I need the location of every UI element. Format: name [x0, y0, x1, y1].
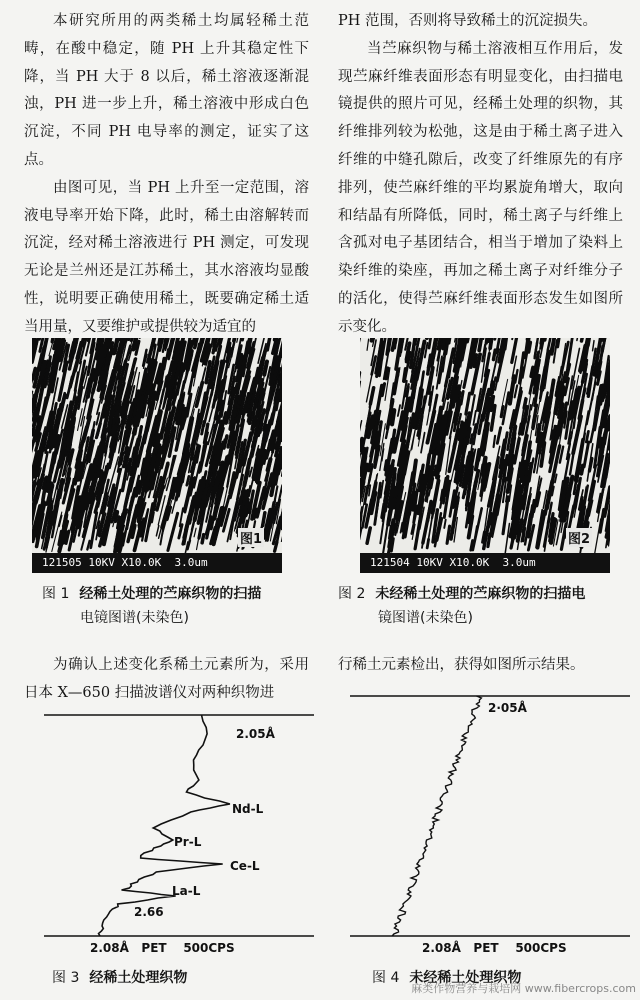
figure-3-top-label: 2.05Å — [236, 727, 275, 741]
bottom-left-paragraph: 为确认上述变化系稀土元素所为，采用日本 X—650 扫描波谱仪对两种织物进 — [24, 657, 309, 701]
figure-1-caption — [42, 582, 312, 630]
sem-texture-1 — [32, 338, 282, 553]
figure-4-number: 图 4 — [372, 970, 400, 986]
figure-2-number: 图 2 — [338, 586, 366, 602]
left-paragraph-2: 由图可见，当 PH 上升至一定范围，溶液电导率开始下降，此时，稀土由溶解转而沉淀，经对稀土溶液进行 PH 测定，可发现无论是兰州还是江苏稀土，其水溶液均显酸性，说明要正确使用稀土，既要确定稀土适当用量，又要维护或提供较为适宜的 — [24, 179, 309, 335]
peak-label-pr: Pr-L — [174, 835, 202, 849]
figure-4-spectrum — [340, 680, 630, 960]
figure-2-inset-label: 图2 — [566, 528, 592, 547]
figure-3-spectrum — [24, 700, 314, 960]
figure-1-caption-line-2: 电镜图谱(未染色) — [80, 610, 189, 626]
figure-1-number: 图 1 — [42, 586, 70, 602]
right-paragraph-1: PH 范围，否则将导致稀土的沉淀损失。 — [338, 13, 598, 29]
sem-texture-2 — [360, 338, 610, 553]
figure-3-axis-label: 2.08Å PET 500CPS — [90, 941, 235, 955]
figure-1-inset-label: 图1 — [238, 528, 264, 547]
figure-4-trace — [392, 696, 481, 936]
left-text-column — [24, 8, 309, 342]
figure-3-trace — [99, 715, 230, 936]
figure-4-axis-label: 2.08Å PET 500CPS — [422, 941, 567, 955]
figure-3-caption-text: 经稀土处理织物 — [89, 970, 188, 986]
right-text-column — [338, 8, 623, 342]
bottom-right-paragraph: 行稀土元素检出，获得如图所示结果。 — [338, 657, 585, 673]
figure-3-low-label: 2.66 — [134, 905, 164, 919]
figure-2-caption — [338, 582, 638, 630]
left-paragraph-1: 本研究所用的两类稀土均属轻稀土范畴，在酸中稳定，随 PH 上升其稳定性下降，当 PH 大于 8 以后，稀土溶液逐渐混浊，PH 进一步上升，稀土溶液中形成白色沉淀，不同 PH 电导率的测定，证实了这点。 — [24, 13, 309, 168]
peak-label-nd: Nd-L — [232, 802, 264, 816]
figure-2-sem-image — [360, 338, 610, 573]
figure-4-top-label: 2·05Å — [488, 701, 527, 715]
peak-label-la: La-L — [172, 884, 201, 898]
figure-1-sem-image — [32, 338, 282, 573]
right-paragraph-2: 当苎麻织物与稀土溶液相互作用后，发现苎麻纤维表面形态有明显变化，由扫描电镜提供的照片可见，经稀土处理的织物，其纤维排列较为松弛，这是由于稀土离子进入纤维的中缝孔隙后，改变了纤维原先的有序排列，使苎麻纤维的平均累旋角增大，取向和结晶有所降低，同时，稀土离子与纤维上含孤对电子基团结合，相当于增加了染料上染纤维的染座，再加之稀土离子对纤维分子的活化，使得苎麻纤维表面形态发生如图所示变化。 — [338, 40, 623, 335]
peak-label-ce: Ce-L — [230, 859, 260, 873]
figure-1-scale-bar: 121505 10KV X10.0K 3.0um — [32, 553, 282, 573]
figure-2-caption-line-2: 镜图谱(未染色) — [378, 610, 473, 626]
figure-3-caption — [52, 966, 187, 990]
figure-1-caption-line-1: 经稀土处理的苎麻织物的扫描 — [79, 586, 262, 602]
figure-4-caption-text: 未经稀土处理织物 — [409, 970, 522, 986]
figure-2-scale-bar: 121504 10KV X10.0K 3.0um — [360, 553, 610, 573]
watermark: 麻类作物营养与栽培网 www.fibercrops.com — [411, 982, 636, 995]
figure-3-number: 图 3 — [52, 970, 80, 986]
figure-2-caption-line-1: 未经稀土处理的苎麻织物的扫描电 — [375, 586, 586, 602]
